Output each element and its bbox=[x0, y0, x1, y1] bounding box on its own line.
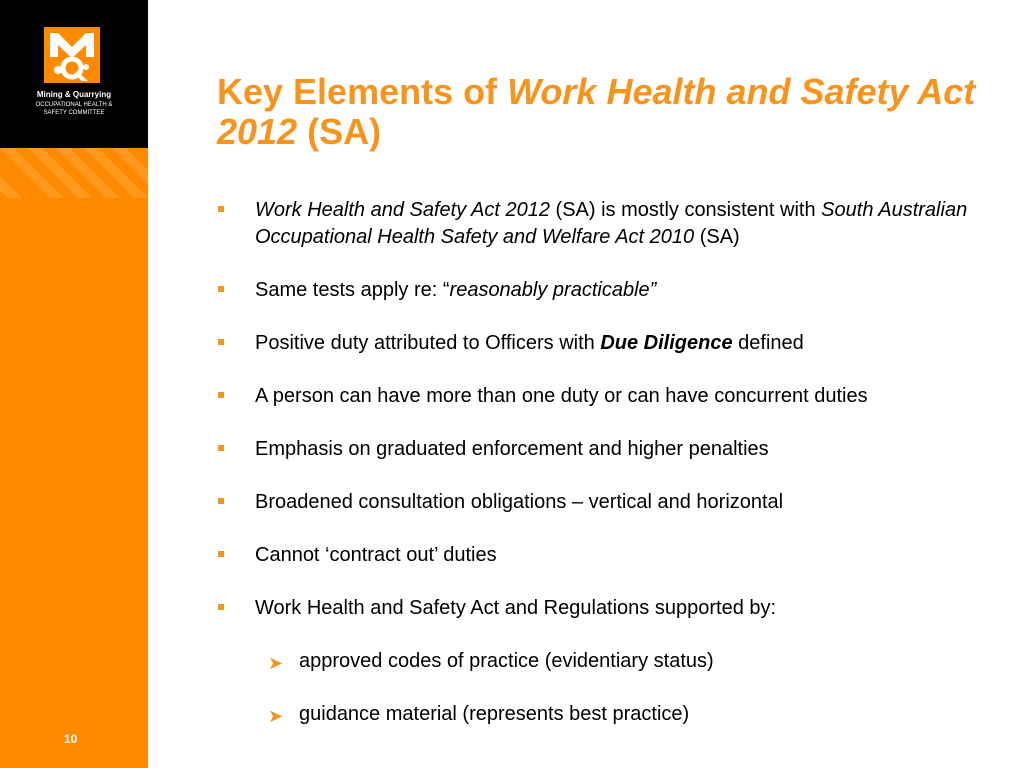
logo bbox=[0, 0, 148, 148]
mq-logo-icon bbox=[44, 27, 100, 83]
logo-title: Mining & Quarrying bbox=[36, 90, 112, 99]
page-number: 10 bbox=[64, 732, 78, 746]
list-item: Same tests apply re: “reasonably practicable” bbox=[218, 277, 988, 304]
list-item: Positive duty attributed to Officers with Due Diligence defined bbox=[218, 330, 988, 357]
bullet-list bbox=[218, 197, 988, 728]
logo-subtitle: OCCUPATIONAL HEALTH & SAFETY COMMITTEE bbox=[35, 102, 113, 116]
list-item: Work Health and Safety Act and Regulations supported by: bbox=[218, 595, 988, 622]
list-item: A person can have more than one duty or can have concurrent duties bbox=[218, 383, 988, 410]
square-bullet-icon bbox=[218, 604, 224, 610]
decorative-stripes bbox=[0, 148, 148, 198]
square-bullet-icon bbox=[218, 339, 224, 345]
list-item: Emphasis on graduated enforcement and higher penalties bbox=[218, 436, 988, 463]
sidebar bbox=[0, 0, 148, 768]
list-item: Broadened consultation obligations – vertical and horizontal bbox=[218, 489, 988, 516]
list-item: Cannot ‘contract out’ duties bbox=[218, 542, 988, 569]
square-bullet-icon bbox=[218, 286, 224, 292]
square-bullet-icon bbox=[218, 445, 224, 451]
square-bullet-icon bbox=[218, 551, 224, 557]
square-bullet-icon bbox=[218, 206, 224, 212]
arrow-bullet-icon: ➤ bbox=[268, 653, 284, 673]
square-bullet-icon bbox=[218, 392, 224, 398]
list-item: Work Health and Safety Act 2012 (SA) is mostly consistent with South Australian Occupational Health Safety and Welfare Act 2010 (SA) bbox=[218, 197, 988, 251]
sub-list-item: ➤ guidance material (represents best practice) bbox=[218, 701, 988, 728]
sub-list-item: ➤ approved codes of practice (evidentiary status) bbox=[218, 648, 988, 675]
page-title: Key Elements of Work Health and Safety Act 2012 (SA) bbox=[217, 71, 976, 152]
arrow-bullet-icon: ➤ bbox=[268, 706, 284, 726]
square-bullet-icon bbox=[218, 498, 224, 504]
